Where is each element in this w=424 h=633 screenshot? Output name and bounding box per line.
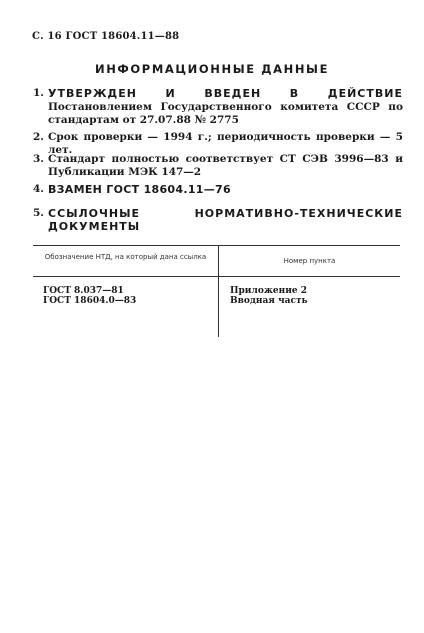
table-cell-clause: Вводная часть xyxy=(230,296,308,306)
item-text: Срок проверки — 1994 г.; периодичность проверки — 5 лет. xyxy=(48,131,403,156)
item-lead-text: УТВЕРЖДЕН И ВВЕДЕН В ДЕЙСТВИЕ xyxy=(48,87,403,100)
info-item-replaces xyxy=(33,183,403,196)
table-column-clauses xyxy=(230,286,395,306)
item-text: ВЗАМЕН ГОСТ 18604.11—76 xyxy=(48,183,231,196)
item-number: 5. xyxy=(33,207,44,219)
item-number: 2. xyxy=(33,131,44,143)
table-header-rule xyxy=(33,276,400,277)
table-column-documents xyxy=(43,286,213,306)
item-number: 4. xyxy=(33,183,44,195)
item-body-text: Постановлением Государственного комитета СССР по стандартам от 27.07.88 № 2775 xyxy=(48,101,403,126)
table-cell-document: ГОСТ 8.037—81 xyxy=(43,286,124,296)
info-item-compliance xyxy=(33,153,403,179)
info-item-references xyxy=(33,207,403,233)
page-title: ИНФОРМАЦИОННЫЕ ДАННЫЕ xyxy=(94,62,330,76)
table-cell-clause: Приложение 2 xyxy=(230,286,308,296)
page-header: С. 16 ГОСТ 18604.11—88 xyxy=(32,31,180,42)
table-header-clause: Номер пункта xyxy=(283,257,336,265)
item-text xyxy=(48,87,403,127)
table-cell-document: ГОСТ 18604.0—83 xyxy=(43,296,137,306)
reference-table xyxy=(33,245,400,337)
item-number: 1. xyxy=(33,87,44,99)
table-header-document: Обозначение НТД, на который дана ссылка xyxy=(44,253,207,261)
info-item-approved xyxy=(33,87,403,127)
item-text: ССЫЛОЧНЫЕ НОРМАТИВНО-ТЕХНИЧЕСКИЕ ДОКУМЕНТЫ xyxy=(48,207,403,233)
item-number: 3. xyxy=(33,153,44,165)
item-text: Стандарт полностью соответствует СТ СЭВ 3996—83 и Публикации МЭК 147—2 xyxy=(48,153,403,178)
table-top-rule xyxy=(33,245,400,246)
